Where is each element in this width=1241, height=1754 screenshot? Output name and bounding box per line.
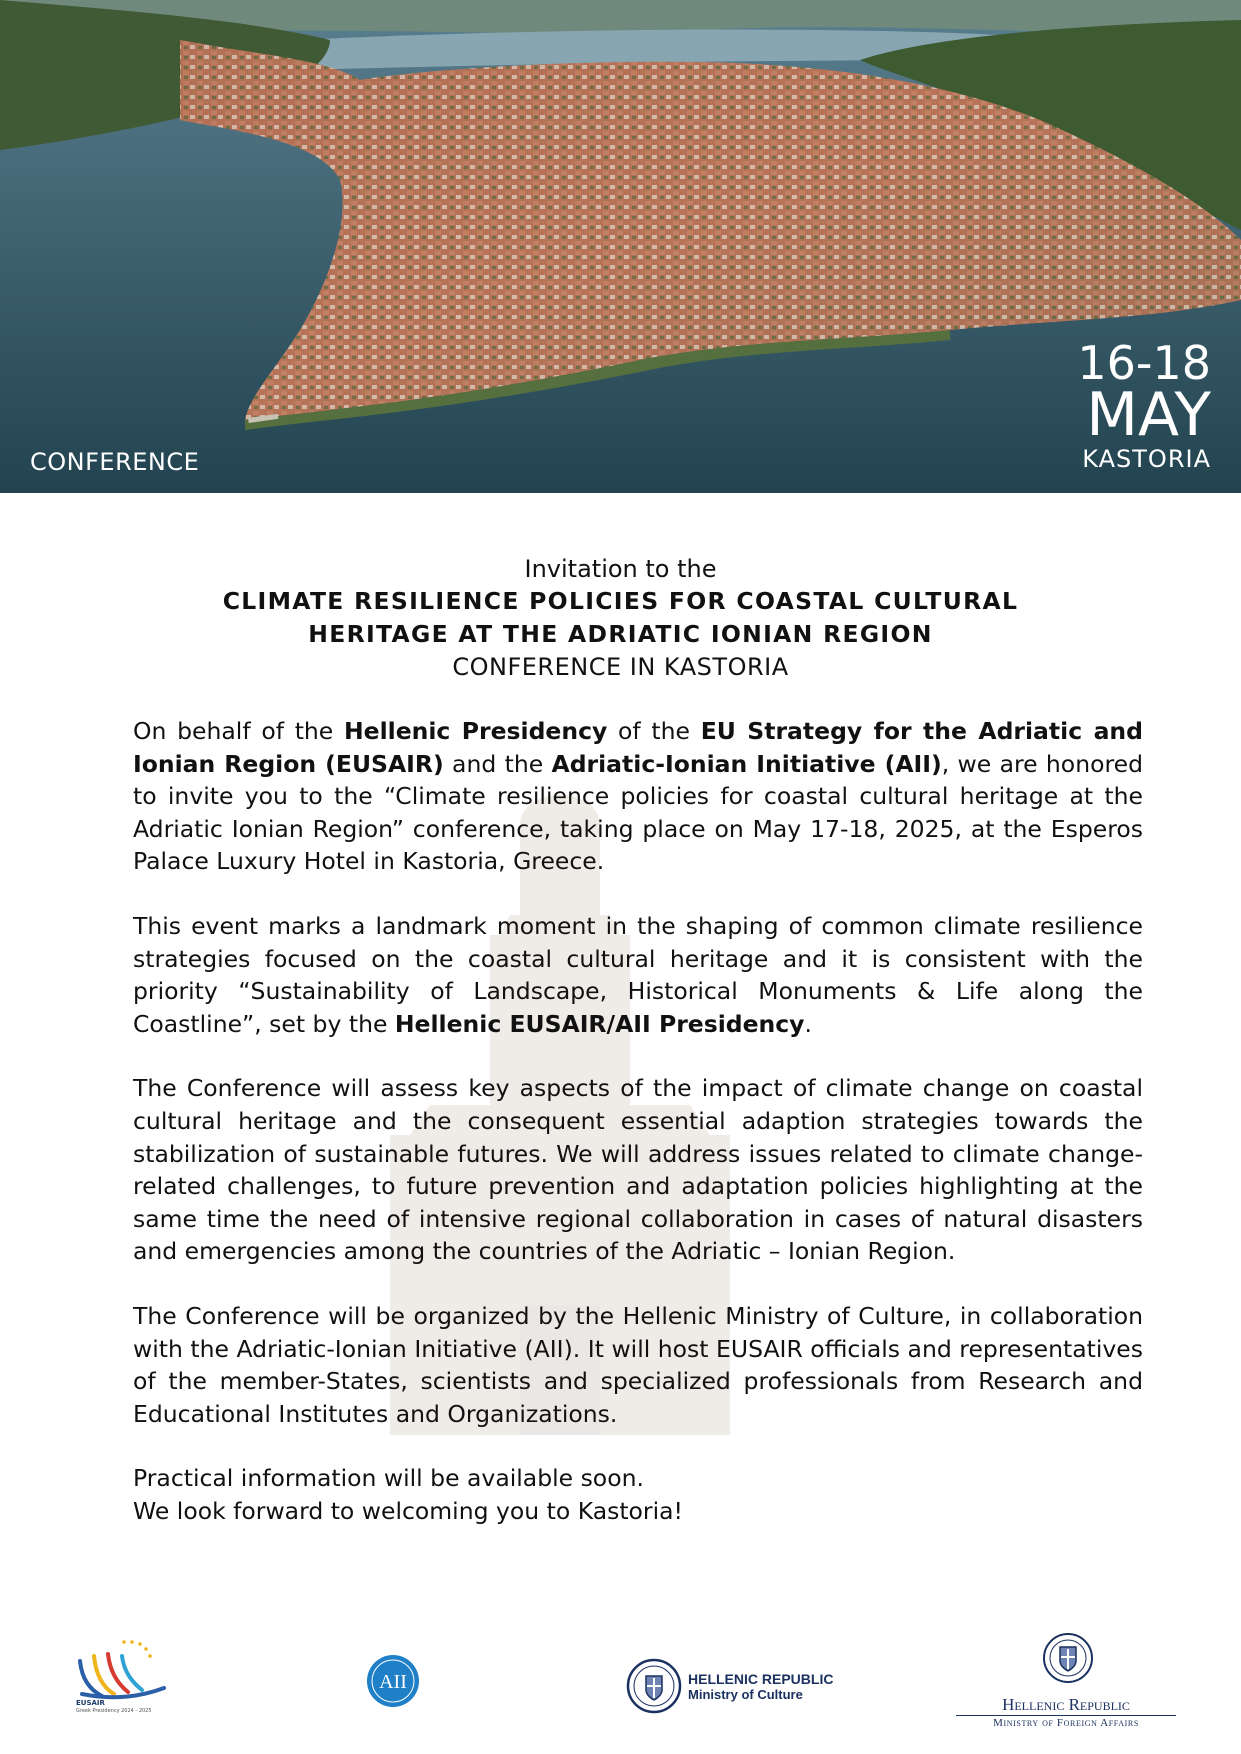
p1-bold-aii: Adriatic-Ionian Initiative (AII) — [551, 749, 942, 778]
ministry-foreign-affairs-label — [956, 1696, 1176, 1730]
invitation-intro: Invitation to the — [524, 555, 717, 583]
hero-days: 16-18 — [1077, 336, 1211, 390]
p2-bold-presidency: Hellenic EUSAIR/AII Presidency — [394, 1009, 805, 1038]
ministry-of-culture-label — [688, 1671, 833, 1703]
invitation-body — [133, 715, 1143, 1527]
eusair-presidency-caption: Greek Presidency 2024 - 2025 — [76, 1708, 152, 1714]
moc-line-1: HELLENIC REPUBLIC — [688, 1671, 834, 1687]
hero-conference-label: CONFERENCE — [30, 448, 200, 476]
eusair-wordmark: EUSAIR — [76, 1699, 105, 1707]
hero-date-block — [1077, 336, 1211, 474]
p2-text: This event marks a landmark moment in the shaping of common climate resilience strategies focused on the coastal cultural heritage and it is consistent with the priority “Sustainability of Landscape, Historical Monuments & Life along the Coastline”, set by the — [133, 911, 1143, 1038]
mfa-line-2: Ministry of Foreign Affairs — [993, 1717, 1139, 1729]
paragraph-5 — [133, 1462, 1143, 1527]
moc-line-2: Ministry of Culture — [688, 1687, 803, 1702]
conference-title-line-1: CLIMATE RESILIENCE POLICIES FOR COASTAL CULTURAL — [222, 587, 1019, 615]
p1-text: of the — [607, 717, 701, 745]
aii-logo-text: AII — [379, 1671, 407, 1693]
invitation-heading — [0, 553, 1241, 683]
p1-text: On behalf of the — [133, 717, 344, 745]
hero-banner — [0, 0, 1241, 493]
hero-month: MAY — [1086, 380, 1211, 450]
paragraph-3: The Conference will assess key aspects of the impact of climate change on coastal cultural heritage and the consequent essential adaption strategies towards the stabilization of sustainable futures. We will address issues related to climate change-related challenges, to future prevention and adaptation policies highlighting at the same time the need of intensive regional collaboration in cases of natural disasters and emergencies among the countries of the Adriatic – Ionian Region. — [133, 1074, 1143, 1266]
ministry-foreign-affairs-emblem — [1040, 1630, 1096, 1692]
paragraph-2 — [133, 910, 1143, 1040]
paragraph-4: The Conference will be organized by the Hellenic Ministry of Culture, in collaboration with the Adriatic-Ionian Initiative (AII). It will host EUSAIR officials and representatives of the member-States, scientists and specialized professionals from Research and Educational Institutes and Organizations. — [133, 1301, 1143, 1428]
mfa-line-1: Hellenic Republic — [956, 1696, 1176, 1716]
aii-logo — [366, 1654, 420, 1708]
conference-subtitle: CONFERENCE IN KASTORIA — [452, 653, 789, 681]
eusair-logo — [72, 1636, 172, 1706]
p1-bold-hellenic-presidency: Hellenic Presidency — [343, 717, 608, 745]
ministry-of-culture-emblem — [626, 1658, 682, 1714]
hero-city: KASTORIA — [1082, 445, 1211, 473]
p1-text: and the — [443, 749, 552, 778]
p5-line-2: We look forward to welcoming you to Kastoria! — [133, 1496, 683, 1525]
paragraph-1 — [133, 715, 1143, 878]
p1-bold-eusair: EU Strategy for the Adriatic and Ionian Region (EUSAIR) — [133, 717, 1143, 778]
p2-text: . — [804, 1009, 812, 1038]
conference-title-line-2: HERITAGE AT THE ADRIATIC IONIAN REGION — [308, 620, 933, 648]
p5-line-1: Practical information will be available soon. — [133, 1464, 644, 1493]
kastoria-aerial-photo — [0, 0, 1241, 493]
p1-text: , we are honored to invite you to the “Climate resilience policies for coastal cultural heritage at the Adriatic Ionian Region” conference, taking place on May 17-18, 2025, at the Esperos Palace Luxury Hotel in Kastoria, Greece. — [133, 749, 1143, 876]
